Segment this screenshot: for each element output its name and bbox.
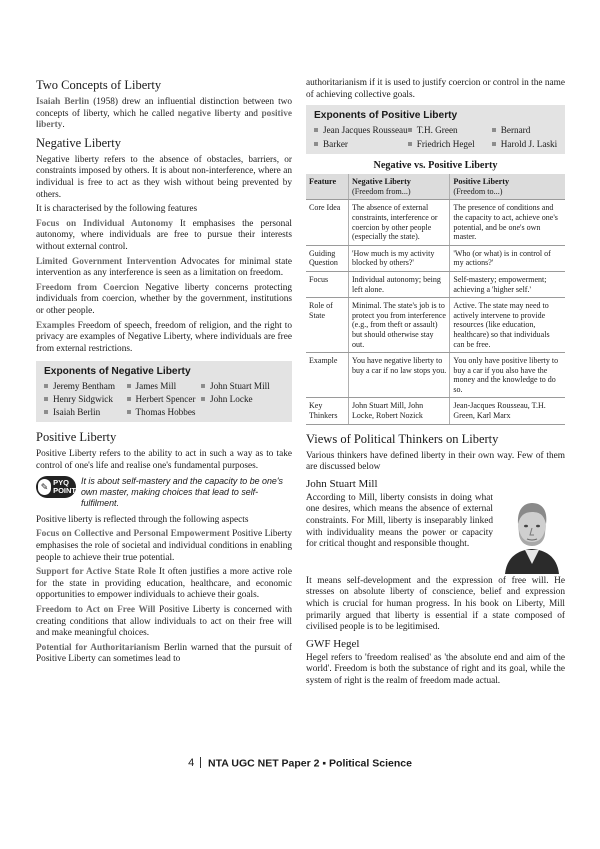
list-item: Isaiah Berlin <box>44 406 127 418</box>
header-negative: Negative Liberty (Freedom from...) <box>349 174 450 200</box>
bullet-square-icon <box>127 384 131 388</box>
bullet-square-icon <box>492 142 496 146</box>
list-item: Barker <box>314 138 408 150</box>
table-cell-negative: 'How much is my activity blocked by others?' <box>349 245 450 271</box>
bullet-square-icon <box>201 397 205 401</box>
list-item: Thomas Hobbes <box>127 406 201 418</box>
mill-section <box>306 478 565 634</box>
negative-liberty-definition: Negative liberty refers to the absence of obstacles, barriers, or constraints imposed by others. It is about non-interference, where an individual is free to act as they wish without being prevented by others. <box>36 154 292 200</box>
table-cell-positive: Jean-Jacques Rousseau, T.H. Green, Karl Marx <box>450 398 565 424</box>
footer-subject: Political Science <box>329 757 412 770</box>
bullet-square-icon <box>127 410 131 414</box>
positive-liberty-definition: Positive Liberty refers to the ability to act in such a way as to take control of one's life and realise one's fundamental purposes. <box>36 449 292 471</box>
table-cell-positive: Active. The state may need to actively intervene to provide resources (like education, healthcare) so that individuals can be free. <box>450 298 565 353</box>
table-row <box>306 271 565 297</box>
table-cell-feature: Example <box>306 353 349 398</box>
page-footer <box>0 757 600 770</box>
footer-separator: ▪ <box>322 757 327 770</box>
aspect-authoritarianism: Potential for Authoritarianism Berlin warned that the pursuit of Positive Liberty can sometimes lead to <box>36 642 292 665</box>
list-item: Harold J. Laski <box>492 138 559 150</box>
footer-book-title: NTA UGC NET Paper 2 <box>208 757 320 770</box>
aspect-active-state-role: Support for Active State Role It often justifies a more active role for the state in providing education, healthcare, and economic opportunities to empower individuals to achieve their goals. <box>36 567 292 601</box>
comparison-table-title: Negative vs. Positive Liberty <box>373 160 498 172</box>
table-cell-negative: The absence of external constraints, interference or coercion by other people (especially the state). <box>349 200 450 245</box>
pyq-point-callout <box>36 476 292 508</box>
pyq-point-text: It is about self-mastery and the capacity to be one's own master, making choices that lead to self-fulfilment. <box>81 476 283 509</box>
positive-exponents-title: Exponents of Positive Liberty <box>314 110 458 122</box>
section-title-positive-liberty: Positive Liberty <box>36 430 117 445</box>
mill-paragraph-2: It means self-development and the expression of free will. He stresses on absolute liberty of conscience, belief and expression which is crucial for human progress. In his book on Liberty, Mill primarily argued that liberty is essential if a state composed of civilised people is to be legitimised. <box>306 575 565 633</box>
bullet-square-icon <box>44 410 48 414</box>
table-cell-positive: You only have positive liberty to buy a car if you also have the money and the knowledge to do so. <box>450 353 565 398</box>
bullet-square-icon <box>44 397 48 401</box>
section-title-two-concepts: Two Concepts of Liberty <box>36 78 162 92</box>
header-feature: Feature <box>306 174 349 200</box>
feature-freedom-from-coercion: Freedom from Coercion Negative liberty concerns protecting individuals from coercion, whether by the government, institutions or other people. <box>36 282 292 316</box>
table-cell-negative: You have negative liberty to buy a car if no law stops you. <box>349 353 450 398</box>
mill-paragraph-1: According to Mill, liberty consists in doing what one desires, which means the absence of external constraints. For Mill, liberty is inseparably linked with individuality means the power or capacity for critical thought and responsible thought. <box>306 492 493 550</box>
positive-exponents-box <box>306 105 565 154</box>
negative-exponents-list <box>44 380 286 418</box>
table-row <box>306 200 565 245</box>
list-item: Bernard <box>492 124 559 136</box>
positive-exponents-list <box>314 124 559 150</box>
mill-title: John Stuart Mill <box>306 477 378 490</box>
list-item: Jean Jacques Rousseau <box>314 124 408 136</box>
table-cell-positive: Self-mastery; empowerment; achieving a 'higher self.' <box>450 271 565 297</box>
views-intro: Various thinkers have defined liberty in their own way. Few of them are discussed below <box>306 450 565 473</box>
hegel-title: GWF Hegel <box>306 637 360 650</box>
list-item: Henry Sidgwick <box>44 393 127 405</box>
list-item: Herbert Spencer <box>127 393 201 405</box>
bullet-square-icon <box>44 384 48 388</box>
table-cell-negative: John Stuart Mill, John Locke, Robert Nozick <box>349 398 450 424</box>
list-item: James Mill <box>127 380 201 392</box>
list-item: John Locke <box>201 393 286 405</box>
table-cell-feature: Core Idea <box>306 200 349 245</box>
negative-exponents-title: Exponents of Negative Liberty <box>44 366 191 378</box>
bullet-square-icon <box>127 397 131 401</box>
mill-portrait-icon <box>499 494 565 574</box>
left-column <box>36 78 292 669</box>
feature-limited-government: Limited Government Intervention Advocates for minimal state intervention as any interference is seen as a limitation on freedom. <box>36 256 292 279</box>
table-row <box>306 353 565 398</box>
table-cell-feature: Focus <box>306 271 349 297</box>
aspect-free-will: Freedom to Act on Free Will Positive Liberty is concerned with creating conditions that allow individuals to act on their free will and make meaningful choices. <box>36 605 292 639</box>
bullet-square-icon <box>314 142 318 146</box>
right-column <box>306 78 565 691</box>
pyq-icon: ✎ <box>38 479 51 495</box>
list-item: Friedrich Hegel <box>408 138 492 150</box>
table-row <box>306 245 565 271</box>
positive-liberty-lead: Positive liberty is reflected through the following aspects <box>36 514 249 525</box>
pyq-point-badge: ✎ PYQ POINT <box>36 476 76 498</box>
table-cell-feature: Role of State <box>306 298 349 353</box>
page-number: 4 <box>188 757 195 770</box>
table-row <box>306 298 565 353</box>
table-cell-negative: Minimal. The state's job is to protect you from interference (e.g., from theft or assault) but should otherwise stay out. <box>349 298 450 353</box>
hegel-paragraph: Hegel refers to 'freedom realised' as 'the absolute end and aim of the world'. Freedom is both the substance of right and its goal, while the system of right is the realm of freedom made actual. <box>306 652 565 686</box>
aspect-collective-empowerment: Focus on Collective and Personal Empowerment Positive Liberty emphasises the role of societal and individual conditions in enabling people to achieve their true potential. <box>36 529 292 563</box>
feature-individual-autonomy: Focus on Individual Autonomy It emphasises the personal autonomy, where individuals are free to pursue their interests without external control. <box>36 218 292 252</box>
intro-paragraph: Isaiah Berlin (1958) drew an influential distinction between two concepts of liberty, which he called negative liberty and positive liberty. <box>36 97 293 131</box>
footer-divider <box>200 757 201 768</box>
table-row <box>306 398 565 424</box>
feature-examples: Examples Freedom of speech, freedom of religion, and the right to privacy are examples of Negative Liberty, where individuals are free from external restrictions. <box>36 320 292 354</box>
bullet-square-icon <box>408 142 412 146</box>
bullet-square-icon <box>314 128 318 132</box>
negative-liberty-lead: It is characterised by the following features <box>36 204 198 215</box>
comparison-table <box>306 174 565 424</box>
list-item: Jeremy Bentham <box>44 380 127 392</box>
table-cell-feature: Key Thinkers <box>306 398 349 424</box>
table-cell-negative: Individual autonomy; being left alone. <box>349 271 450 297</box>
table-header-row <box>306 174 565 200</box>
table-cell-feature: Guiding Question <box>306 245 349 271</box>
section-title-negative-liberty: Negative Liberty <box>36 135 122 150</box>
bullet-square-icon <box>408 128 412 132</box>
bullet-square-icon <box>492 128 496 132</box>
header-positive: Positive Liberty (Freedom to...) <box>450 174 565 200</box>
bullet-square-icon <box>201 384 205 388</box>
table-cell-positive: The presence of conditions and the capacity to act, achieve one's potential, and be one's own master. <box>450 200 565 245</box>
section-title-views: Views of Political Thinkers on Liberty <box>306 431 499 446</box>
list-item: T.H. Green <box>408 124 492 136</box>
authoritarianism-continuation: authoritarianism if it is used to justify coercion or control in the name of achieving collective goals. <box>306 78 565 100</box>
table-cell-positive: 'Who (or what) is in control of my actions?' <box>450 245 565 271</box>
negative-exponents-box <box>36 361 292 422</box>
list-item: John Stuart Mill <box>201 380 286 392</box>
